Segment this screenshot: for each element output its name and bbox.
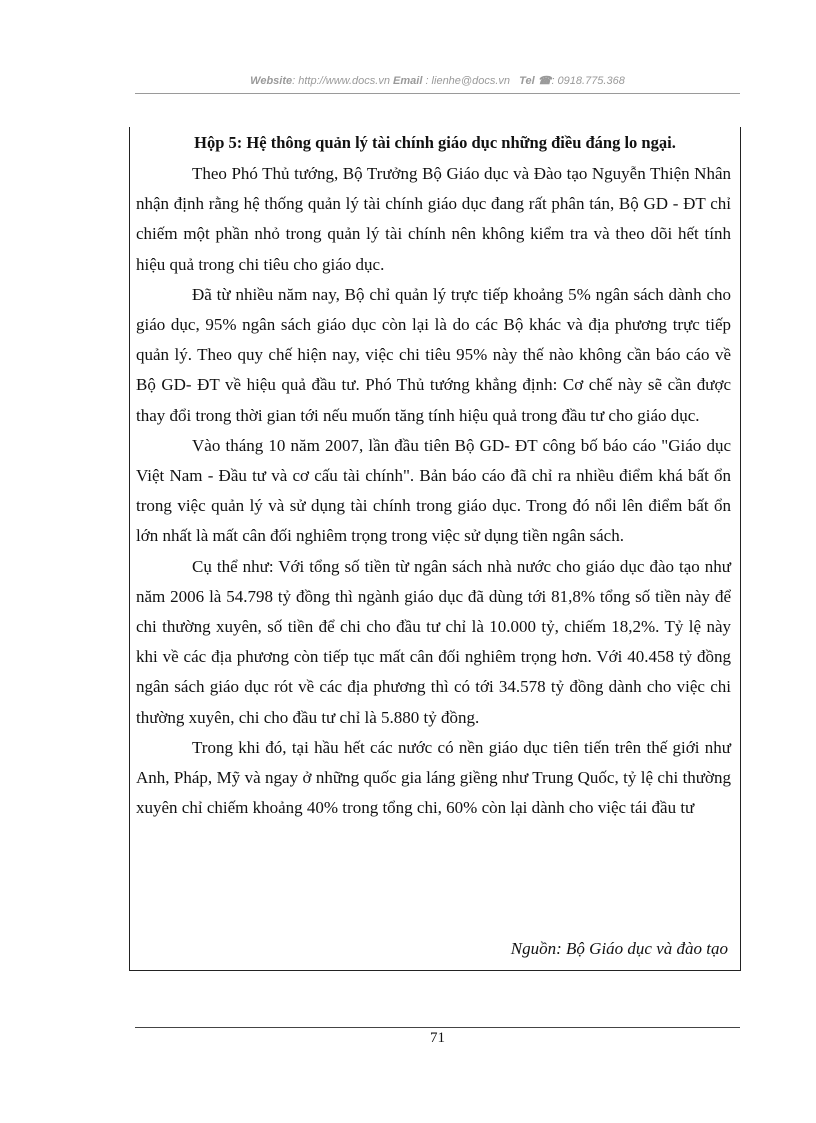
email-value: : lienhe@docs.vn [422,75,510,87]
paragraph: Cụ thể như: Với tổng số tiền từ ngân sách nhà nước cho giáo dục đào tạo như năm 2006 là 54.798 tỷ đồng thì ngành giáo dục đã dùng tới 81,8% tổng số tiền này để chi thường xuyên, số tiền để chi cho đầu tư chỉ là 10.000 tỷ, chiếm 18,2%. Tỷ lệ này khi về các địa phương còn tiếp tục mất cân đối nghiêm trọng hơn. Với 40.458 tỷ đồng ngân sách giáo dục rót về các địa phương thì có tới 34.578 tỷ đồng dành cho việc chi thường xuyên, chi cho đầu tư chỉ là 5.880 tỷ đồng. [136,556,731,727]
page-header [135,74,740,92]
paragraph: Theo Phó Thủ tướng, Bộ Trưởng Bộ Giáo dục và Đào tạo Nguyễn Thiện Nhân nhận định rằng hệ thống quản lý tài chính giáo dục đang rất phân tán, Bộ GD - ĐT chỉ chiếm một phần nhỏ trong quản lý tài chính nên không kiểm tra và theo dõi hết tính hiệu quả trong chi tiêu cho giáo dục. [136,164,731,274]
info-box [129,127,741,971]
source-citation: Nguồn: Bộ Giáo dục và đào tạo [510,939,728,958]
box-title: Hộp 5: Hệ thông quản lý tài chính giáo dục những điều đáng lo ngại. [194,133,676,152]
tel-label: Tel [519,75,535,87]
header-divider [135,93,740,94]
website-value: : http://www.docs.vn [292,75,390,87]
paragraph: Trong khi đó, tại hầu hết các nước có nền giáo dục tiên tiến trên thế giới như Anh, Pháp, Mỹ và ngay ở những quốc gia láng giềng như Trung Quốc, tỷ lệ chi thường xuyên chỉ chiếm khoảng 40% trong tổng chi, 60% còn lại dành cho việc tái đầu tư [136,737,731,818]
paragraph: Vào tháng 10 năm 2007, lần đầu tiên Bộ GD- ĐT công bố báo cáo "Giáo dục Việt Nam - Đầu tư và cơ cấu tài chính". Bản báo cáo đã chỉ ra nhiều điểm khá bất ổn trong việc quản lý và sử dụng tài chính trong giáo dục. Trong đó nổi lên điểm bất ổn lớn nhất là mất cân đối nghiêm trọng trong việc sử dụng tiền ngân sách. [136,435,731,546]
phone-icon: ☎ [537,75,552,87]
email-label: Email [393,75,423,87]
website-label: Website [250,75,293,87]
box-body [136,159,731,823]
page-number: 71 [430,1030,445,1046]
paragraph: Đã từ nhiều năm nay, Bộ chỉ quản lý trực tiếp khoảng 5% ngân sách dành cho giáo dục, 95% ngân sách giáo dục còn lại là do các Bộ khác và địa phương trực tiếp quản lý. Theo quy chế hiện nay, việc chi tiêu 95% này thế nào không cần báo cáo về Bộ GD- ĐT về hiệu quả đầu tư. Phó Thủ tướng khẳng định: Cơ chế này sẽ cần được thay đổi trong thời gian tới nếu muốn tăng tính hiệu quả trong đầu tư cho giáo dục. [136,284,731,425]
tel-value: : 0918.775.368 [551,75,625,87]
footer-divider [135,1027,740,1028]
